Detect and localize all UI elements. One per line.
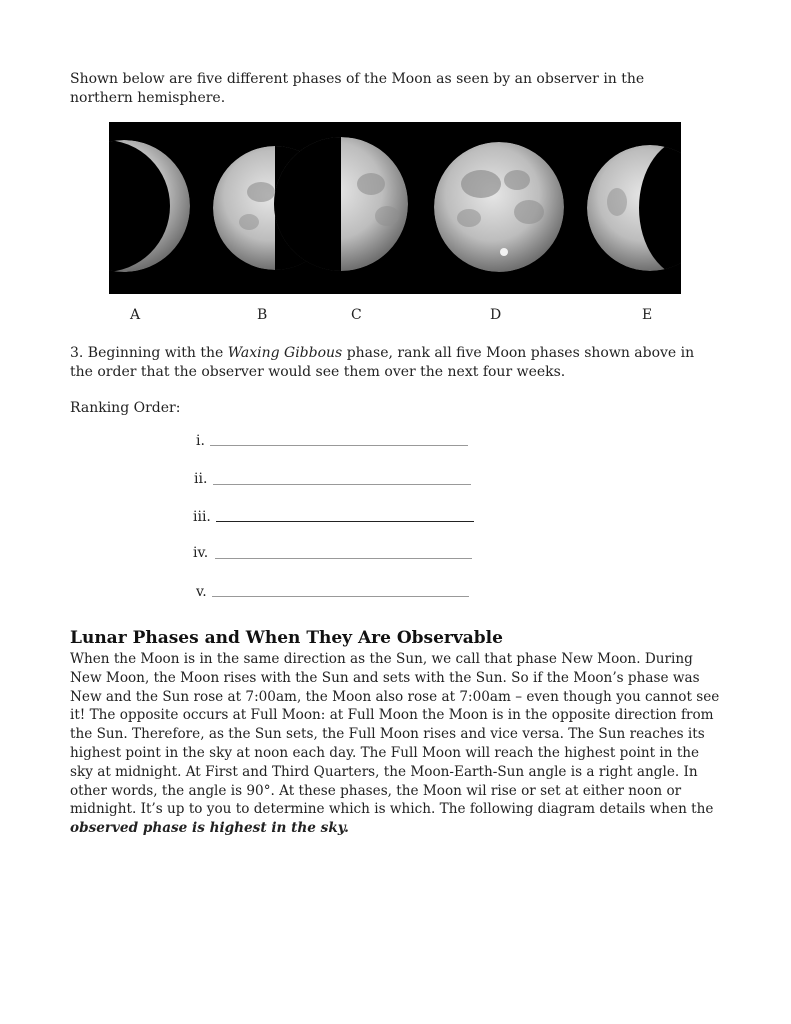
rank-answer-line-1[interactable] — [210, 445, 468, 446]
moon-phase-a — [109, 140, 190, 272]
moon-phases-graphic — [109, 122, 681, 294]
rank-answer-line-2[interactable] — [213, 484, 471, 485]
section-body-emphasis: observed phase is highest in the sky. — [70, 820, 349, 837]
moon-label-e: E — [642, 307, 653, 323]
rank-label-3: iii. — [193, 509, 211, 525]
section-heading: Lunar Phases and When They Are Observable — [70, 628, 503, 648]
rank-answer-line-4[interactable] — [215, 558, 472, 559]
rank-label-2: ii. — [194, 471, 208, 487]
rank-label-4: iv. — [193, 545, 209, 561]
moon-label-c: C — [351, 307, 362, 323]
section-body — [70, 650, 722, 838]
moon-label-a: A — [130, 307, 141, 323]
moon-phases-image — [109, 122, 681, 294]
rank-label-5: v. — [196, 584, 207, 600]
moon-phase-d — [434, 142, 564, 272]
moon-phase-e — [587, 138, 681, 278]
moon-label-b: B — [257, 307, 268, 323]
ranking-title: Ranking Order: — [70, 400, 181, 416]
rank-answer-line-3[interactable] — [216, 521, 474, 522]
rank-label-1: i. — [196, 433, 205, 449]
rank-answer-line-5[interactable] — [212, 596, 469, 597]
section-body-text: When the Moon is in the same direction as the Sun, we call that phase New Moon. During New Moon, the Moon rises with the Sun and sets with the Sun. So if the Moon’s phase was New and the Sun rose at 7:00am, the Moon also rose at 7:00am – even though you cannot see it! The opposite occurs at Full Moon: at Full Moon the Moon is in the opposite direction from the Sun. Therefore, as the Sun sets, the Full Moon rises and vice versa. The Sun reaches its highest point in the sky at noon each day. The Full Moon will reach the highest point in the sky at midnight. At First and Third Quarters, the Moon-Earth-Sun angle is a right angle. In other words, the angle is 90°. At these phases, the Moon wil rise or set at either noon or midnight. It’s up to you to determine which is which. The following diagram details when the — [70, 651, 720, 818]
question-text-start: 3. Beginning with the — [70, 345, 228, 361]
question-emphasis: Waxing Gibbous — [227, 345, 343, 361]
question-3 — [70, 344, 720, 382]
intro-paragraph: Shown below are five different phases of the Moon as seen by an observer in the northern hemisphere. — [70, 71, 645, 106]
moon-label-d: D — [490, 307, 502, 323]
question-text-end: phase, rank all five Moon phases shown above in the order that the observer would see them over the next four weeks. — [70, 345, 695, 380]
